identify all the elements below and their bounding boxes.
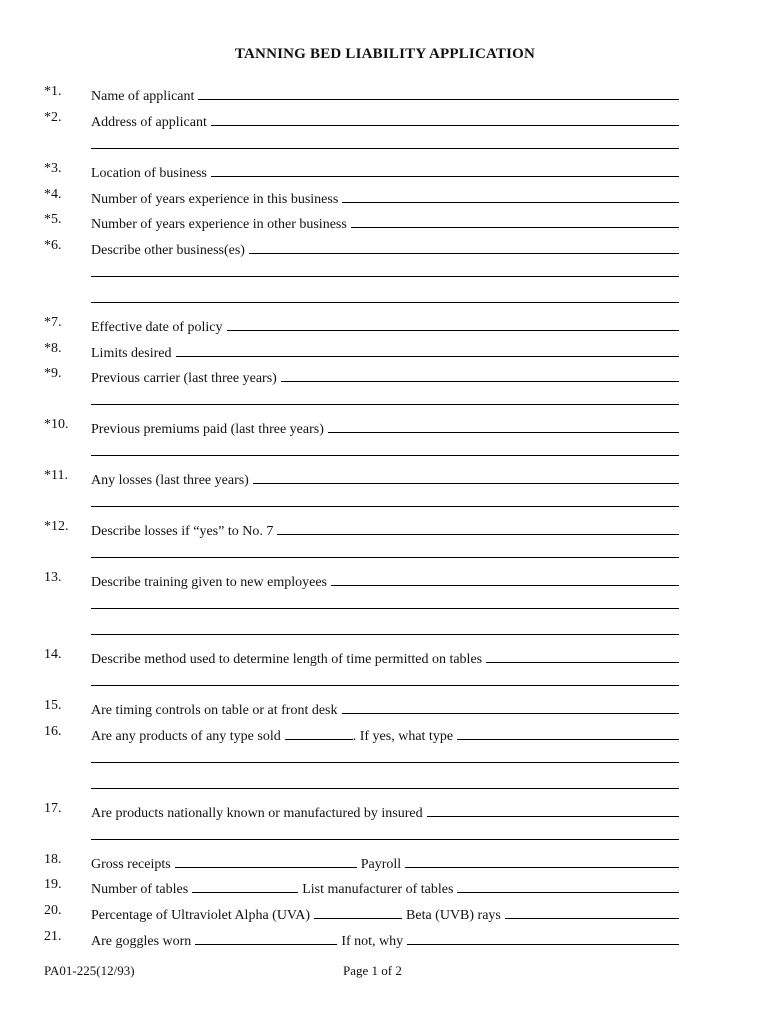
item-number: *7. [44, 315, 62, 330]
item-products-sold [0, 724, 770, 744]
product-type-line-2[interactable] [91, 762, 679, 763]
item-label: Name of applicant [91, 89, 195, 104]
item-label: Describe losses if “yes” to No. 7 [91, 524, 274, 539]
effective-date-field[interactable] [227, 315, 679, 331]
item-label-secondary: List manufacturer of tables [302, 882, 454, 897]
item-label: Describe method used to determine length of time permitted on tables [91, 652, 483, 667]
item-location-of-business [0, 161, 770, 181]
products-nationally-known-line-2[interactable] [91, 839, 679, 840]
products-nationally-known-field[interactable] [427, 801, 679, 817]
item-label: Previous carrier (last three years) [91, 371, 277, 386]
item-years-this-business [0, 187, 770, 207]
item-label-secondary: . If yes, what type [352, 729, 454, 744]
item-number: 16. [44, 724, 62, 739]
item-previous-carrier [0, 366, 770, 386]
item-label: Number of years experience in other business [91, 217, 347, 232]
page-number: Page 1 of 2 [343, 963, 402, 978]
item-number: *2. [44, 110, 62, 125]
form-title: TANNING BED LIABILITY APPLICATION [234, 46, 536, 62]
item-products-nationally-known [0, 801, 770, 821]
years-this-business-field[interactable] [342, 187, 679, 203]
any-losses-line-2[interactable] [91, 506, 679, 507]
item-years-other-business [0, 212, 770, 232]
other-business-line-3[interactable] [91, 302, 679, 303]
item-effective-date [0, 315, 770, 335]
item-number: *6. [44, 238, 62, 253]
item-label: Any losses (last three years) [91, 473, 249, 488]
item-number: *3. [44, 161, 62, 176]
item-number: 13. [44, 570, 62, 585]
item-label: Describe other business(es) [91, 243, 245, 258]
product-type-field[interactable] [457, 724, 679, 740]
item-address-of-applicant [0, 110, 770, 130]
item-any-losses [0, 468, 770, 488]
item-label-secondary: Payroll [360, 857, 402, 872]
form-code: PA01-225(12/93) [44, 963, 135, 978]
item-label: Describe training given to new employees [91, 575, 327, 590]
item-number: *10. [44, 417, 69, 432]
previous-premiums-field[interactable] [328, 417, 679, 433]
item-number: 21. [44, 929, 62, 944]
describe-losses-line-2[interactable] [91, 557, 679, 558]
item-number: *5. [44, 212, 62, 227]
applicant-name-field[interactable] [198, 84, 679, 100]
item-label: Are goggles worn [91, 934, 192, 949]
describe-losses-field[interactable] [277, 519, 679, 535]
item-limits-desired [0, 341, 770, 361]
timing-method-field[interactable] [486, 647, 679, 663]
item-number: *1. [44, 84, 62, 99]
timing-controls-field[interactable] [342, 698, 680, 714]
gross-receipts-field[interactable] [175, 852, 357, 868]
uvb-field[interactable] [505, 903, 679, 919]
previous-carrier-field[interactable] [281, 366, 679, 382]
item-label: Are products nationally known or manufactured by insured [91, 806, 423, 821]
training-field[interactable] [331, 570, 679, 586]
goggles-worn-field[interactable] [195, 929, 337, 945]
other-business-line-2[interactable] [91, 276, 679, 277]
item-timing-controls [0, 698, 770, 718]
products-sold-field[interactable] [285, 724, 353, 740]
item-number: *12. [44, 519, 69, 534]
item-label-secondary: If not, why [341, 934, 404, 949]
item-label: Number of years experience in this business [91, 192, 339, 207]
limits-desired-field[interactable] [176, 341, 680, 357]
previous-carrier-line-2[interactable] [91, 404, 679, 405]
item-uva-uvb-percentage [0, 903, 770, 923]
payroll-field[interactable] [405, 852, 679, 868]
item-describe-other-business [0, 238, 770, 258]
uva-field[interactable] [314, 903, 402, 919]
item-label: Gross receipts [91, 857, 171, 872]
training-line-2[interactable] [91, 608, 679, 609]
years-other-business-field[interactable] [351, 212, 679, 228]
goggles-reason-field[interactable] [407, 929, 679, 945]
number-of-tables-field[interactable] [192, 877, 298, 893]
item-label-secondary: Beta (UVB) rays [406, 908, 501, 923]
applicant-address-line-2[interactable] [91, 148, 679, 149]
timing-method-line-2[interactable] [91, 685, 679, 686]
item-goggles-worn [0, 929, 770, 949]
table-manufacturer-field[interactable] [457, 877, 679, 893]
item-label: Are any products of any type sold [91, 729, 281, 744]
item-number: *11. [44, 468, 68, 483]
item-label: Number of tables [91, 882, 189, 897]
item-number: *9. [44, 366, 62, 381]
item-gross-receipts-payroll [0, 852, 770, 872]
item-number-of-tables [0, 877, 770, 897]
item-number: 20. [44, 903, 62, 918]
item-training [0, 570, 770, 590]
business-location-field[interactable] [211, 161, 679, 177]
previous-premiums-line-2[interactable] [91, 455, 679, 456]
other-business-field[interactable] [249, 238, 679, 254]
item-label: Address of applicant [91, 115, 207, 130]
item-label: Limits desired [91, 346, 172, 361]
item-number: *8. [44, 341, 62, 356]
product-type-line-3[interactable] [91, 788, 679, 789]
item-number: 18. [44, 852, 62, 867]
item-previous-premiums [0, 417, 770, 437]
item-number: 19. [44, 877, 62, 892]
item-name-of-applicant [0, 84, 770, 104]
any-losses-field[interactable] [253, 468, 679, 484]
item-number: *4. [44, 187, 62, 202]
item-number: 17. [44, 801, 62, 816]
applicant-address-field[interactable] [211, 110, 679, 126]
item-number: 15. [44, 698, 62, 713]
item-label: Location of business [91, 166, 207, 181]
item-label: Effective date of policy [91, 320, 223, 335]
item-label: Are timing controls on table or at front desk [91, 703, 338, 718]
training-line-3[interactable] [91, 634, 679, 635]
item-label: Previous premiums paid (last three years) [91, 422, 324, 437]
item-timing-method [0, 647, 770, 667]
item-number: 14. [44, 647, 62, 662]
item-describe-losses [0, 519, 770, 539]
item-label: Percentage of Ultraviolet Alpha (UVA) [91, 908, 311, 923]
